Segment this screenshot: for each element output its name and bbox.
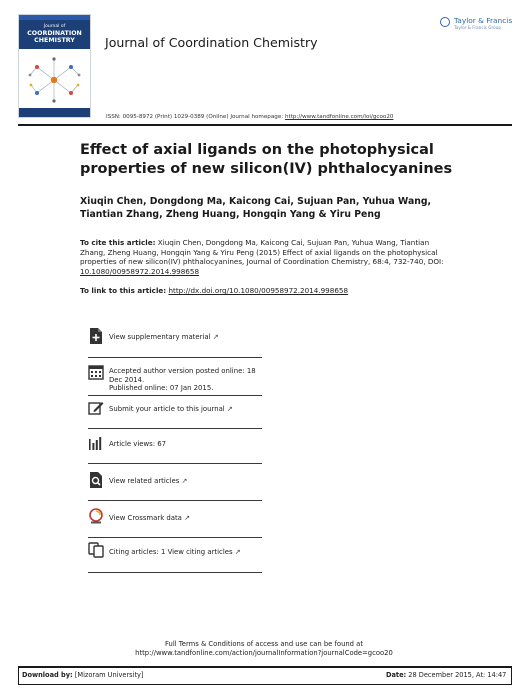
article-authors: Xiuqin Chen, Dongdong Ma, Kaicong Cai, Sujuan Pan, Yuhua Wang, Tiantian Zhang, Zheng Huang, Hongqin Yang & Yiru Peng xyxy=(80,196,432,220)
citation-text: Xiuqin Chen, Dongdong Ma, Kaicong Cai, Sujuan Pan, Yuhua Wang, Tiantian Zhang, Zheng Huang, Hongqin Yang & Yiru Peng (2015) Effect of axial ligands on the photophysical properties of new silicon(IV) phthalocyanines, Journal of Coordination Chemistry, 68:4, 732-740, DOI: xyxy=(80,238,444,267)
citation-label: To cite this article: xyxy=(80,238,156,247)
journal-cover xyxy=(18,14,91,118)
publication-dates-row xyxy=(88,364,262,396)
row-divider xyxy=(88,463,262,464)
publisher-logo-icon xyxy=(440,17,450,27)
header-divider xyxy=(18,124,512,126)
row-divider xyxy=(88,428,262,429)
footer-bottom-border xyxy=(18,684,512,685)
document-plus-icon xyxy=(88,328,104,344)
publisher-subtitle: Taylor & Francis Group xyxy=(454,25,502,30)
citation-doi-link[interactable]: 10.1080/00958972.2014.998658 xyxy=(80,266,200,276)
journal-homepage-link[interactable]: http://www.tandfonline.com/loi/gcoo20 xyxy=(284,114,394,120)
external-link-icon: ↗ xyxy=(212,333,219,341)
cover-journal-prefix: Journal of xyxy=(43,24,66,29)
issn-text: ISSN: 0095-8972 (Print) 1029-0389 (Online) Journal homepage: xyxy=(106,114,284,120)
crossmark-label: View Crossmark data xyxy=(109,514,182,522)
citing-articles-row[interactable] xyxy=(88,542,262,574)
terms-line1: Full Terms & Conditions of access and use can be found at xyxy=(165,640,363,648)
external-link-icon: ↗ xyxy=(234,548,241,556)
row-divider xyxy=(88,357,262,358)
molecule-illustration xyxy=(27,55,82,105)
downloaded-by-label: Download by: xyxy=(22,671,73,679)
article-views-label: Article views: 67 xyxy=(109,440,167,448)
journal-title[interactable]: Journal of Coordination Chemistry xyxy=(105,35,318,50)
cover-title: COORDINATION CHEMISTRY xyxy=(27,30,82,44)
download-date xyxy=(386,671,506,679)
download-date-value: 28 December 2015, At: 14:47 xyxy=(408,671,507,679)
publisher-logo[interactable] xyxy=(440,14,512,36)
crossmark-icon xyxy=(88,508,104,524)
bar-chart-icon xyxy=(88,435,104,451)
citation-block xyxy=(80,238,445,276)
row-divider xyxy=(88,537,262,538)
row-divider xyxy=(88,395,262,396)
submit-article-row[interactable] xyxy=(88,399,262,429)
publisher-name: Taylor & Francis xyxy=(454,16,513,25)
link-label: To link to this article: xyxy=(80,286,167,295)
terms-link[interactable]: http://www.tandfonline.com/action/journalInformation?journalCode=gcoo20 xyxy=(135,649,393,657)
published-date: Published online: 07 Jan 2015. xyxy=(109,384,214,393)
search-document-icon xyxy=(88,472,104,488)
accepted-date-line2: Dec 2014. xyxy=(109,375,145,384)
terms-notice xyxy=(0,640,528,658)
citations-icon xyxy=(88,542,104,558)
supplementary-row[interactable] xyxy=(88,328,262,358)
supplementary-label: View supplementary material xyxy=(109,333,211,341)
issn-line xyxy=(106,114,393,120)
citing-articles-label: Citing articles: 1 View citing articles xyxy=(109,548,233,556)
external-link-icon: ↗ xyxy=(181,477,188,485)
edit-icon xyxy=(88,400,104,416)
row-divider xyxy=(88,572,262,573)
related-articles-label: View related articles xyxy=(109,477,180,485)
download-date-label: Date: xyxy=(386,671,407,679)
article-views-row xyxy=(88,434,262,464)
crossmark-row[interactable] xyxy=(88,508,262,538)
accepted-date-line1: Accepted author version posted online: 18 xyxy=(109,367,256,375)
downloaded-by-value: [Mizoram University] xyxy=(74,671,144,679)
article-link-line xyxy=(80,286,348,295)
row-divider xyxy=(88,500,262,501)
external-link-icon: ↗ xyxy=(184,514,190,522)
article-title: Effect of axial ligands on the photophysical properties of new silicon(IV) phthalocyanines xyxy=(80,142,453,177)
external-link-icon: ↗ xyxy=(226,405,233,413)
related-articles-row[interactable] xyxy=(88,471,262,501)
footer-divider xyxy=(18,666,512,668)
downloaded-by xyxy=(22,671,144,679)
cover-banner xyxy=(19,15,90,49)
calendar-icon xyxy=(88,364,104,380)
submit-article-label: Submit your article to this journal xyxy=(109,405,225,413)
article-doi-link[interactable]: http://dx.doi.org/10.1080/00958972.2014.998658 xyxy=(168,286,349,295)
